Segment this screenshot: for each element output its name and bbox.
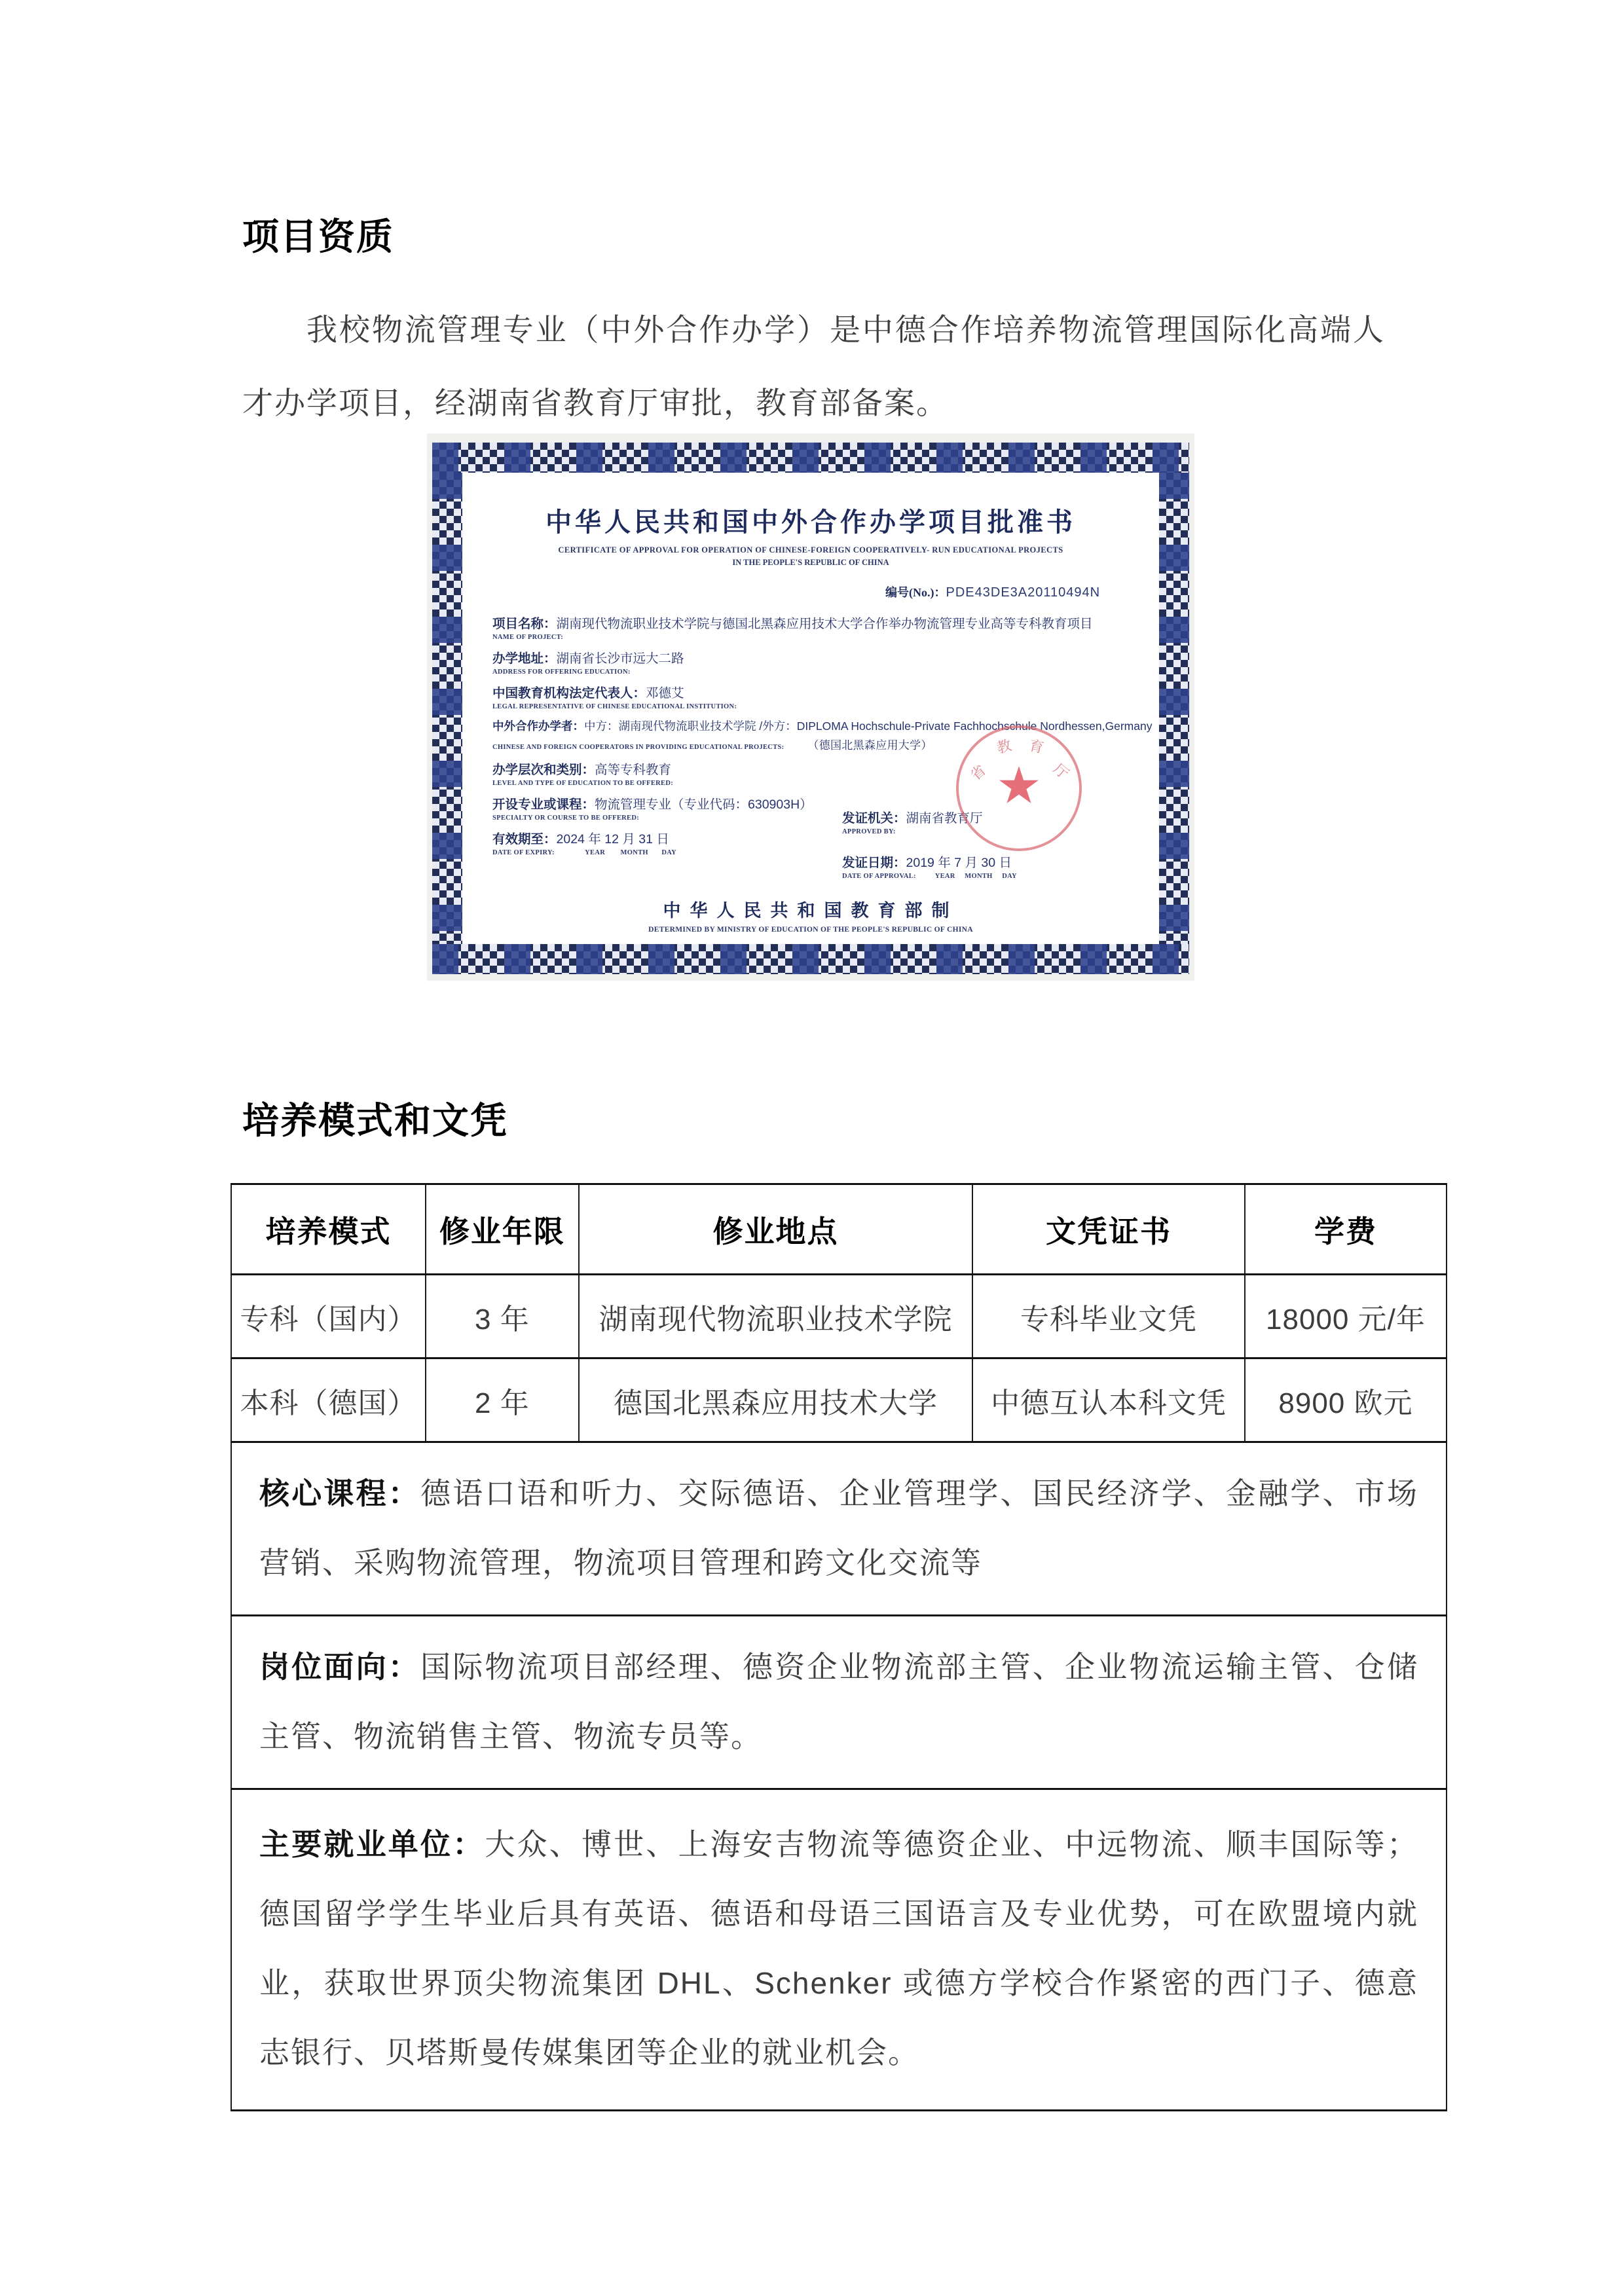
merged-row-text: 大众、博世、上海安吉物流等德资企业、中远物流、顺丰国际等；德国留学学生毕业后具有英语、德语和母语三国语言及专业优势，可在欧盟境内就业，获取世界顶尖物流集团 DHL、Schenker 或德方学校合作紧密的西门子、德意志银行、贝塔斯曼传媒集团等企业的就业机会。 [259, 1827, 1419, 2069]
cell-diploma: 中德互认本科文凭 [972, 1358, 1245, 1442]
footer-en: DETERMINED BY MINISTRY OF EDUCATION OF THE PEOPLE'S REPUBLIC OF CHINA [648, 926, 973, 934]
field-cooperators [492, 718, 1153, 752]
field-label: 办学地址： [492, 651, 557, 666]
cell-location: 德国北黑森应用技术大学 [579, 1358, 972, 1442]
field-value: 2024 年 12 月 31 日 [556, 832, 669, 847]
field-value: 邓德艾 [646, 686, 684, 701]
meander-border-left [432, 473, 462, 944]
field-level-type [492, 759, 1129, 787]
merged-row-label: 主要就业单位： [259, 1827, 485, 1861]
stamp-char: 教 [995, 737, 1014, 757]
field-caption-en [492, 736, 1129, 752]
footer-cn: 中华人民共和国教育部制 [663, 901, 959, 920]
field-caption-en: DATE OF EXPIRY: YEAR MONTH DAY [492, 849, 677, 856]
field-legal-representative [492, 683, 1129, 710]
issue-date-label: 发证日期： [842, 856, 906, 870]
cell-core-courses [231, 1442, 1447, 1616]
issuer-caption-en: APPROVED BY: [842, 828, 896, 835]
meander-border-top [432, 443, 1189, 473]
certificate-number-value: PDE43DE3A20110494N [946, 585, 1101, 600]
merged-row-text: 德语口语和听力、交际德语、企业管理学、国民经济学、金融学、市场营销、采购物流管理，物流项目管理和跨文化交流等 [259, 1476, 1418, 1580]
field-caption-en: ADDRESS FOR OFFERING EDUCATION: [492, 668, 631, 676]
col-header-tuition: 学费 [1245, 1184, 1447, 1275]
cell-years: 3 年 [426, 1275, 579, 1358]
certificate-number-label: 编号(No.)： [885, 586, 946, 599]
field-label: 中国教育机构法定代表人： [492, 686, 646, 701]
field-caption-en: SPECIALTY OR COURSE TO BE OFFERED: [492, 814, 640, 822]
certificate-issue-block [842, 808, 1117, 897]
field-project-name [492, 613, 1129, 641]
cell-mode: 本科（德国） [231, 1358, 426, 1442]
cell-tuition: 8900 欧元 [1245, 1358, 1447, 1442]
table-merged-row-employers [231, 1789, 1447, 2111]
table-row [231, 1358, 1447, 1442]
certificate-title: 中华人民共和国中外合作办学项目批准书 [545, 507, 1076, 537]
issue-date [842, 852, 1117, 880]
issuer-label: 发证机关： [842, 811, 906, 826]
field-caption-en: LEVEL AND TYPE OF EDUCATION TO BE OFFERED: [492, 780, 674, 787]
field-caption-en: LEGAL REPRESENTATIVE OF CHINESE EDUCATIONAL INSTITUTION: [492, 703, 737, 710]
issuer-value: 湖南省教育厅 [906, 811, 983, 826]
stamp-char: 育 [1027, 737, 1046, 756]
table-merged-row-core-courses [231, 1442, 1447, 1616]
cell-job-positions [231, 1616, 1447, 1789]
table-merged-row-job-positions [231, 1616, 1447, 1789]
field-address [492, 648, 1129, 676]
cell-mode: 专科（国内） [231, 1275, 426, 1358]
field-label: 开设专业或课程： [492, 797, 595, 812]
meander-border-right [1159, 473, 1189, 944]
cell-employers [231, 1789, 1447, 2111]
stamp-char: 厅 [1050, 760, 1072, 782]
certificate-number [492, 583, 1129, 600]
field-value: 物流管理专业（专业代码：630903H） [595, 797, 813, 812]
field-label: 项目名称： [492, 617, 557, 631]
col-header-diploma: 文凭证书 [972, 1184, 1245, 1275]
field-label: 中外合作办学者： [492, 720, 584, 733]
issue-date-value: 2019 年 7 月 30 日 [906, 856, 1012, 870]
section-heading-qualifications: 项目资质 [242, 216, 394, 259]
field-caption-text: CHINESE AND FOREIGN COOPERATORS IN PROVIDING EDUCATIONAL PROJECTS: [492, 744, 784, 751]
merged-row-label: 核心课程： [259, 1476, 420, 1510]
field-caption-en: NAME OF PROJECT: [492, 634, 564, 641]
cell-years: 2 年 [426, 1358, 579, 1442]
star-icon: ★ [996, 756, 1042, 816]
section-heading-training-mode: 培养模式和文凭 [242, 1100, 508, 1142]
meander-border-bottom [432, 944, 1189, 974]
cell-tuition: 18000 元/年 [1245, 1275, 1447, 1358]
col-header-location: 修业地点 [579, 1184, 972, 1275]
certificate-subtitle-en-1: CERTIFICATE OF APPROVAL FOR OPERATION OF CHINESE-FOREIGN COOPERATIVELY- RUN EDUCATIONAL PROJECTS [558, 545, 1063, 555]
stamp-char: 省 [967, 761, 989, 784]
certificate-footer [462, 896, 1159, 934]
intro-paragraph: 我校物流管理专业（中外合作办学）是中德合作培养物流管理国际化高端人才办学项目，经湖南省教育厅审批，教育部备案。 [242, 312, 1385, 420]
cell-location: 湖南现代物流职业技术学院 [579, 1275, 972, 1358]
cell-diploma: 专科毕业文凭 [972, 1275, 1245, 1358]
table-row [231, 1275, 1447, 1358]
certificate-image [427, 433, 1194, 981]
issuer [842, 808, 1117, 835]
certificate-content [462, 473, 1159, 944]
field-label: 有效期至： [492, 832, 557, 847]
certificate-subtitle-en-2: IN THE PEOPLE'S REPUBLIC OF CHINA [732, 558, 889, 567]
field-value: 湖南省长沙市远大二路 [556, 651, 684, 666]
field-value: 高等专科教育 [595, 763, 672, 777]
merged-row-label: 岗位面向： [259, 1650, 420, 1684]
field-caption-extra: （德国北黑森应用大学） [807, 739, 932, 752]
certificate-frame [432, 443, 1189, 974]
issue-date-caption-en: DATE OF APPROVAL: YEAR MONTH DAY [842, 873, 1017, 880]
field-value: 中方：湖南现代物流职业技术学院 /外方：DIPLOMA Hochschule-Private Fachhochschule Nordhessen,Germany [584, 720, 1153, 733]
col-header-mode: 培养模式 [231, 1184, 426, 1275]
field-value: 湖南现代物流职业技术学院与德国北黑森应用技术大学合作举办物流管理专业高等专科教育项目 [556, 617, 1093, 631]
field-label: 办学层次和类别： [492, 763, 595, 777]
col-header-years: 修业年限 [426, 1184, 579, 1275]
program-table [231, 1183, 1447, 2111]
merged-row-text: 国际物流项目部经理、德资企业物流部主管、企业物流运输主管、仓储主管、物流销售主管、物流专员等。 [259, 1650, 1418, 1753]
table-header-row [231, 1184, 1447, 1275]
